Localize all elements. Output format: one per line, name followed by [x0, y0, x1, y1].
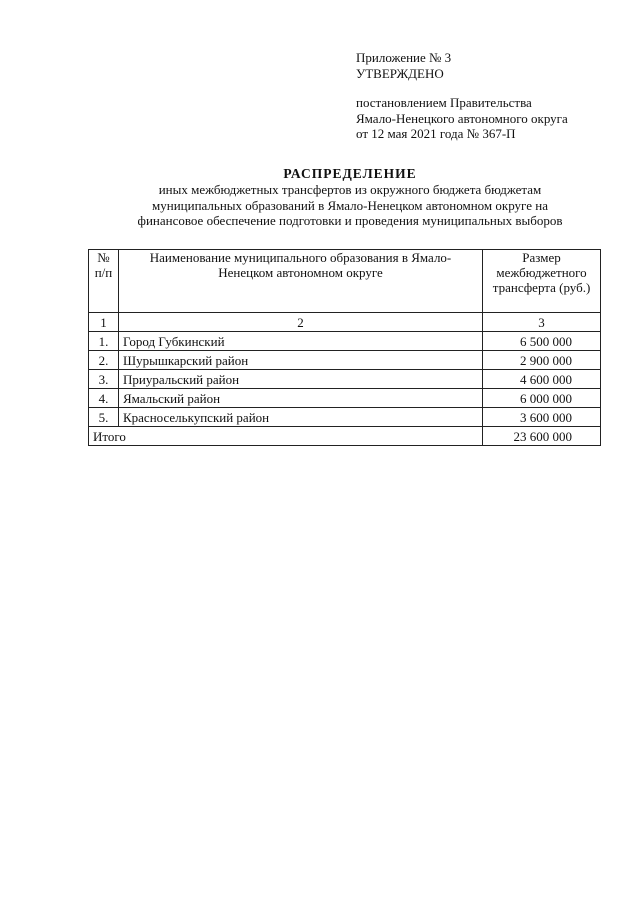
distribution-table: [88, 249, 601, 446]
row-amount: 2 900 000: [483, 351, 601, 370]
row-amount: 4 600 000: [483, 370, 601, 389]
total-label: Итого: [89, 427, 483, 446]
table-row: [89, 351, 601, 370]
table-row: [89, 389, 601, 408]
row-name: Ямальский район: [118, 389, 482, 408]
table-row: [89, 370, 601, 389]
total-amount: 23 600 000: [483, 427, 601, 446]
total-row: [89, 427, 601, 446]
document-subtitle-line: иных межбюджетных трансфертов из окружного бюджета бюджетам: [158, 182, 542, 197]
column-number: 3: [483, 313, 601, 332]
table-row: [89, 332, 601, 351]
row-index: 2.: [89, 351, 119, 370]
header-index: № п/п: [89, 250, 119, 313]
table-row: [89, 408, 601, 427]
column-number: 1: [89, 313, 119, 332]
approved-stamp: УТВЕРЖДЕНО: [356, 65, 444, 81]
document-title: РАСПРЕДЕЛЕНИЕ: [283, 166, 417, 181]
appendix-number: Приложение № 3: [356, 50, 452, 65]
document-subtitle-line: финансовое обеспечение подготовки и проведения муниципальных выборов: [137, 213, 563, 228]
row-index: 5.: [89, 408, 119, 427]
row-name: Красноселькупский район: [118, 408, 482, 427]
row-name: Шурышкарский район: [118, 351, 482, 370]
document-subtitle-line: муниципальных образований в Ямало-Ненецком автономном округе на: [152, 197, 548, 213]
header-name: Наименование муниципального образования в Ямало-Ненецком автономном округе: [118, 250, 482, 313]
resolution-line: от 12 мая 2021 года № 367-П: [356, 126, 516, 141]
resolution-line: Ямало-Ненецкого автономного округа: [356, 110, 568, 126]
column-number: 2: [118, 313, 482, 332]
row-amount: 6 500 000: [483, 332, 601, 351]
table-header-row: [89, 250, 601, 313]
approval-header: [356, 50, 626, 142]
document-title-block: [90, 166, 610, 229]
header-amount: Размер межбюджетного трансферта (руб.): [483, 250, 601, 313]
row-name: Город Губкинский: [118, 332, 482, 351]
row-index: 1.: [89, 332, 119, 351]
row-amount: 6 000 000: [483, 389, 601, 408]
resolution-line: постановлением Правительства: [356, 95, 532, 110]
column-number-row: [89, 313, 601, 332]
row-index: 4.: [89, 389, 119, 408]
row-amount: 3 600 000: [483, 408, 601, 427]
row-index: 3.: [89, 370, 119, 389]
row-name: Приуральский район: [118, 370, 482, 389]
